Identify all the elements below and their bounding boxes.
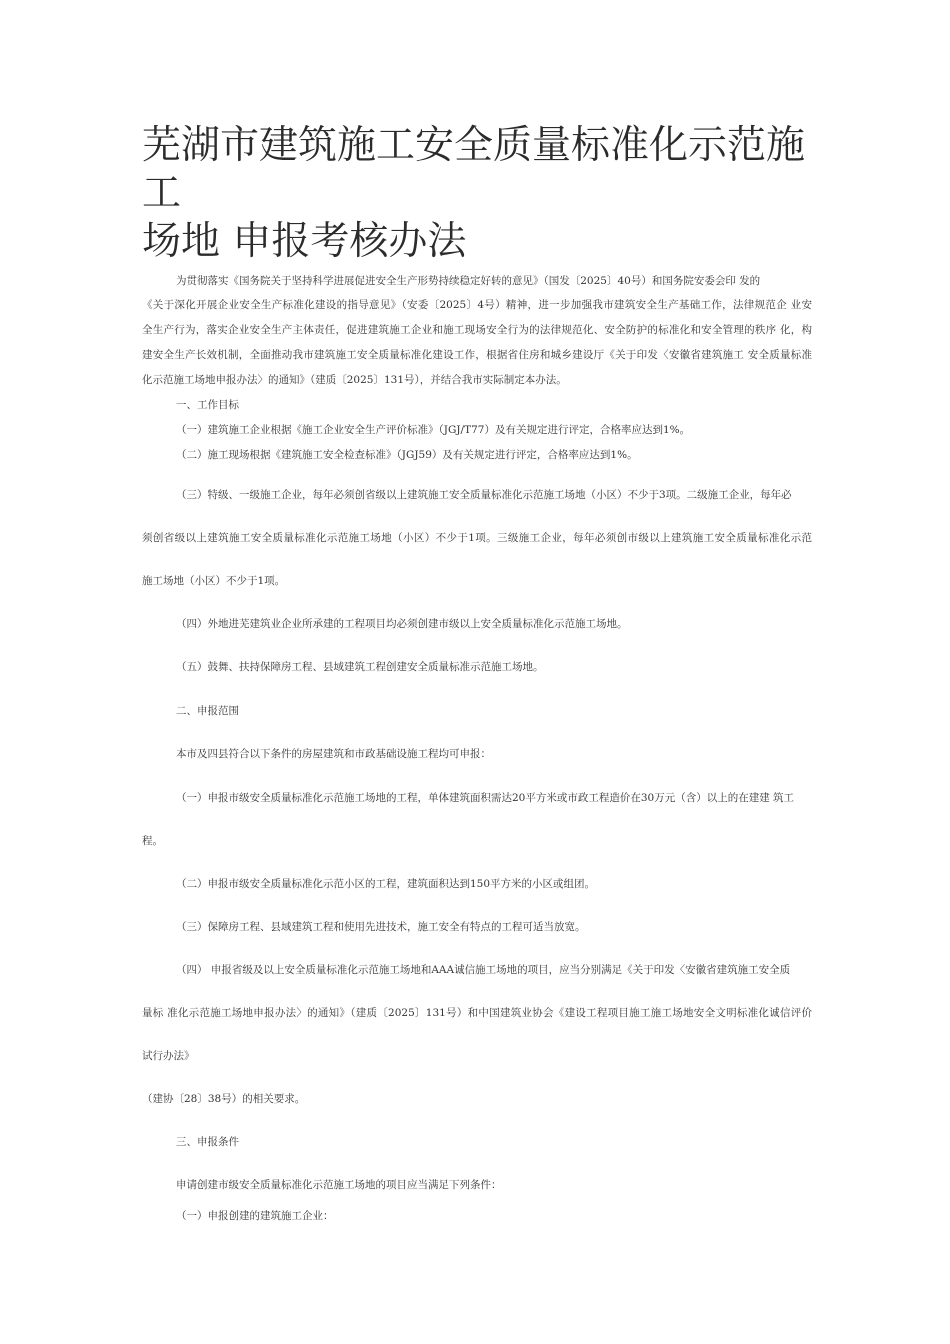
paragraph-line: 试行办法》 (142, 1050, 195, 1062)
paragraph-line: （一）申报创建的建筑施工企业： (176, 1210, 334, 1222)
paragraph-line: （二）申报市级安全质量标准化示范小区的工程，建筑面积达到150平方米的小区或组团。 (176, 878, 596, 890)
paragraph-line: （建协〔28〕38号）的相关要求。 (142, 1093, 306, 1105)
paragraph-line: （三）保障房工程、县域建筑工程和使用先进技术，施工安全有特点的工程可适当放宽。 (176, 921, 586, 933)
paragraph-line: 程。 (142, 835, 163, 847)
paragraph-line: 须创省级以上建筑施工安全质量标准化示范施工场地（小区）不少于1项。三级施工企业，每年必须创市级以上建筑施工安全质量标准化示范 (142, 532, 812, 544)
paragraph-line: 《关于深化开展企业安全生产标准化建设的指导意见》（安委〔2025〕4号）精神，进一步加强我市建筑安全生产基础工作，法律规范企 业安 (142, 299, 812, 311)
paragraph-line: 本市及四县符合以下条件的房屋建筑和市政基础设施工程均可申报： (176, 748, 491, 760)
section-heading: 三、申报条件 (176, 1136, 239, 1148)
title-line-1: 芜湖市建筑施工安全质量标准化示范施工 (142, 123, 806, 216)
paragraph-line: 全生产行为，落实企业安全生产主体责任，促进建筑施工企业和施工现场安全行为的法律规范化、安全防护的标准化和安全管理的秩序 化，构 (142, 324, 812, 336)
title-line-2: 场地 申报考核办法 (142, 219, 467, 264)
paragraph-line: （一）建筑施工企业根据《施工企业安全生产评价标准》（JGJ/T77）及有关规定进行评定，合格率应达到1%。 (176, 424, 691, 436)
paragraph-line: （一）申报市级安全质量标准化示范施工场地的工程，单体建筑面积需达20平方米或市政工程造价在30万元（含）以上的在建建 筑工 (176, 792, 795, 804)
paragraph-line: 申请创建市级安全质量标准化示范施工场地的项目应当满足下列条件： (176, 1179, 502, 1191)
paragraph-line: （四） 申报省级及以上安全质量标准化示范施工场地和AAA诚信施工场地的项目，应当分别满足《关于印发〈安徽省建筑施工安全质 (176, 964, 791, 976)
paragraph-line: （五）鼓舞、扶持保障房工程、县域建筑工程创建安全质量标准示范施工场地。 (176, 661, 544, 673)
paragraph-line: 量标 准化示范施工场地申报办法〉的通知》（建质〔2025〕131号）和中国建筑业协会《建设工程项目施工施工场地安全文明标准化诚信评价 (142, 1007, 812, 1019)
paragraph-line: 为贯彻落实《国务院关于坚持科学进展促进安全生产形势持续稳定好转的意见》（国发〔2025〕40号）和国务院安委会印 发的 (176, 275, 761, 287)
paragraph-line: （三）特级、一级施工企业，每年必须创省级以上建筑施工安全质量标准化示范施工场地（小区）不少于3项。二级施工企业，每年必 (176, 489, 792, 501)
section-heading: 二、申报范围 (176, 705, 239, 717)
section-heading: 一、工作目标 (176, 399, 239, 411)
paragraph-line: （四）外地进芜建筑业企业所承建的工程项目均必须创建市级以上安全质量标准化示范施工场地。 (176, 618, 628, 630)
paragraph-line: 施工场地（小区）不少于1项。 (142, 575, 286, 587)
paragraph-line: （二）施工现场根据《建筑施工安全检查标准》（JGJ59）及有关规定进行评定，合格率应达到1%。 (176, 449, 638, 461)
document-title (142, 122, 832, 266)
paragraph-line: 化示范施工场地申报办法〉的通知》（建质〔2025〕131号），并结合我市实际制定本办法。 (142, 374, 567, 386)
paragraph-line: 建安全生产长效机制，全面推动我市建筑施工安全质量标准化建设工作，根据省住房和城乡建设厅《关于印发〈安徽省建筑施工 安全质量标准 (142, 349, 812, 361)
